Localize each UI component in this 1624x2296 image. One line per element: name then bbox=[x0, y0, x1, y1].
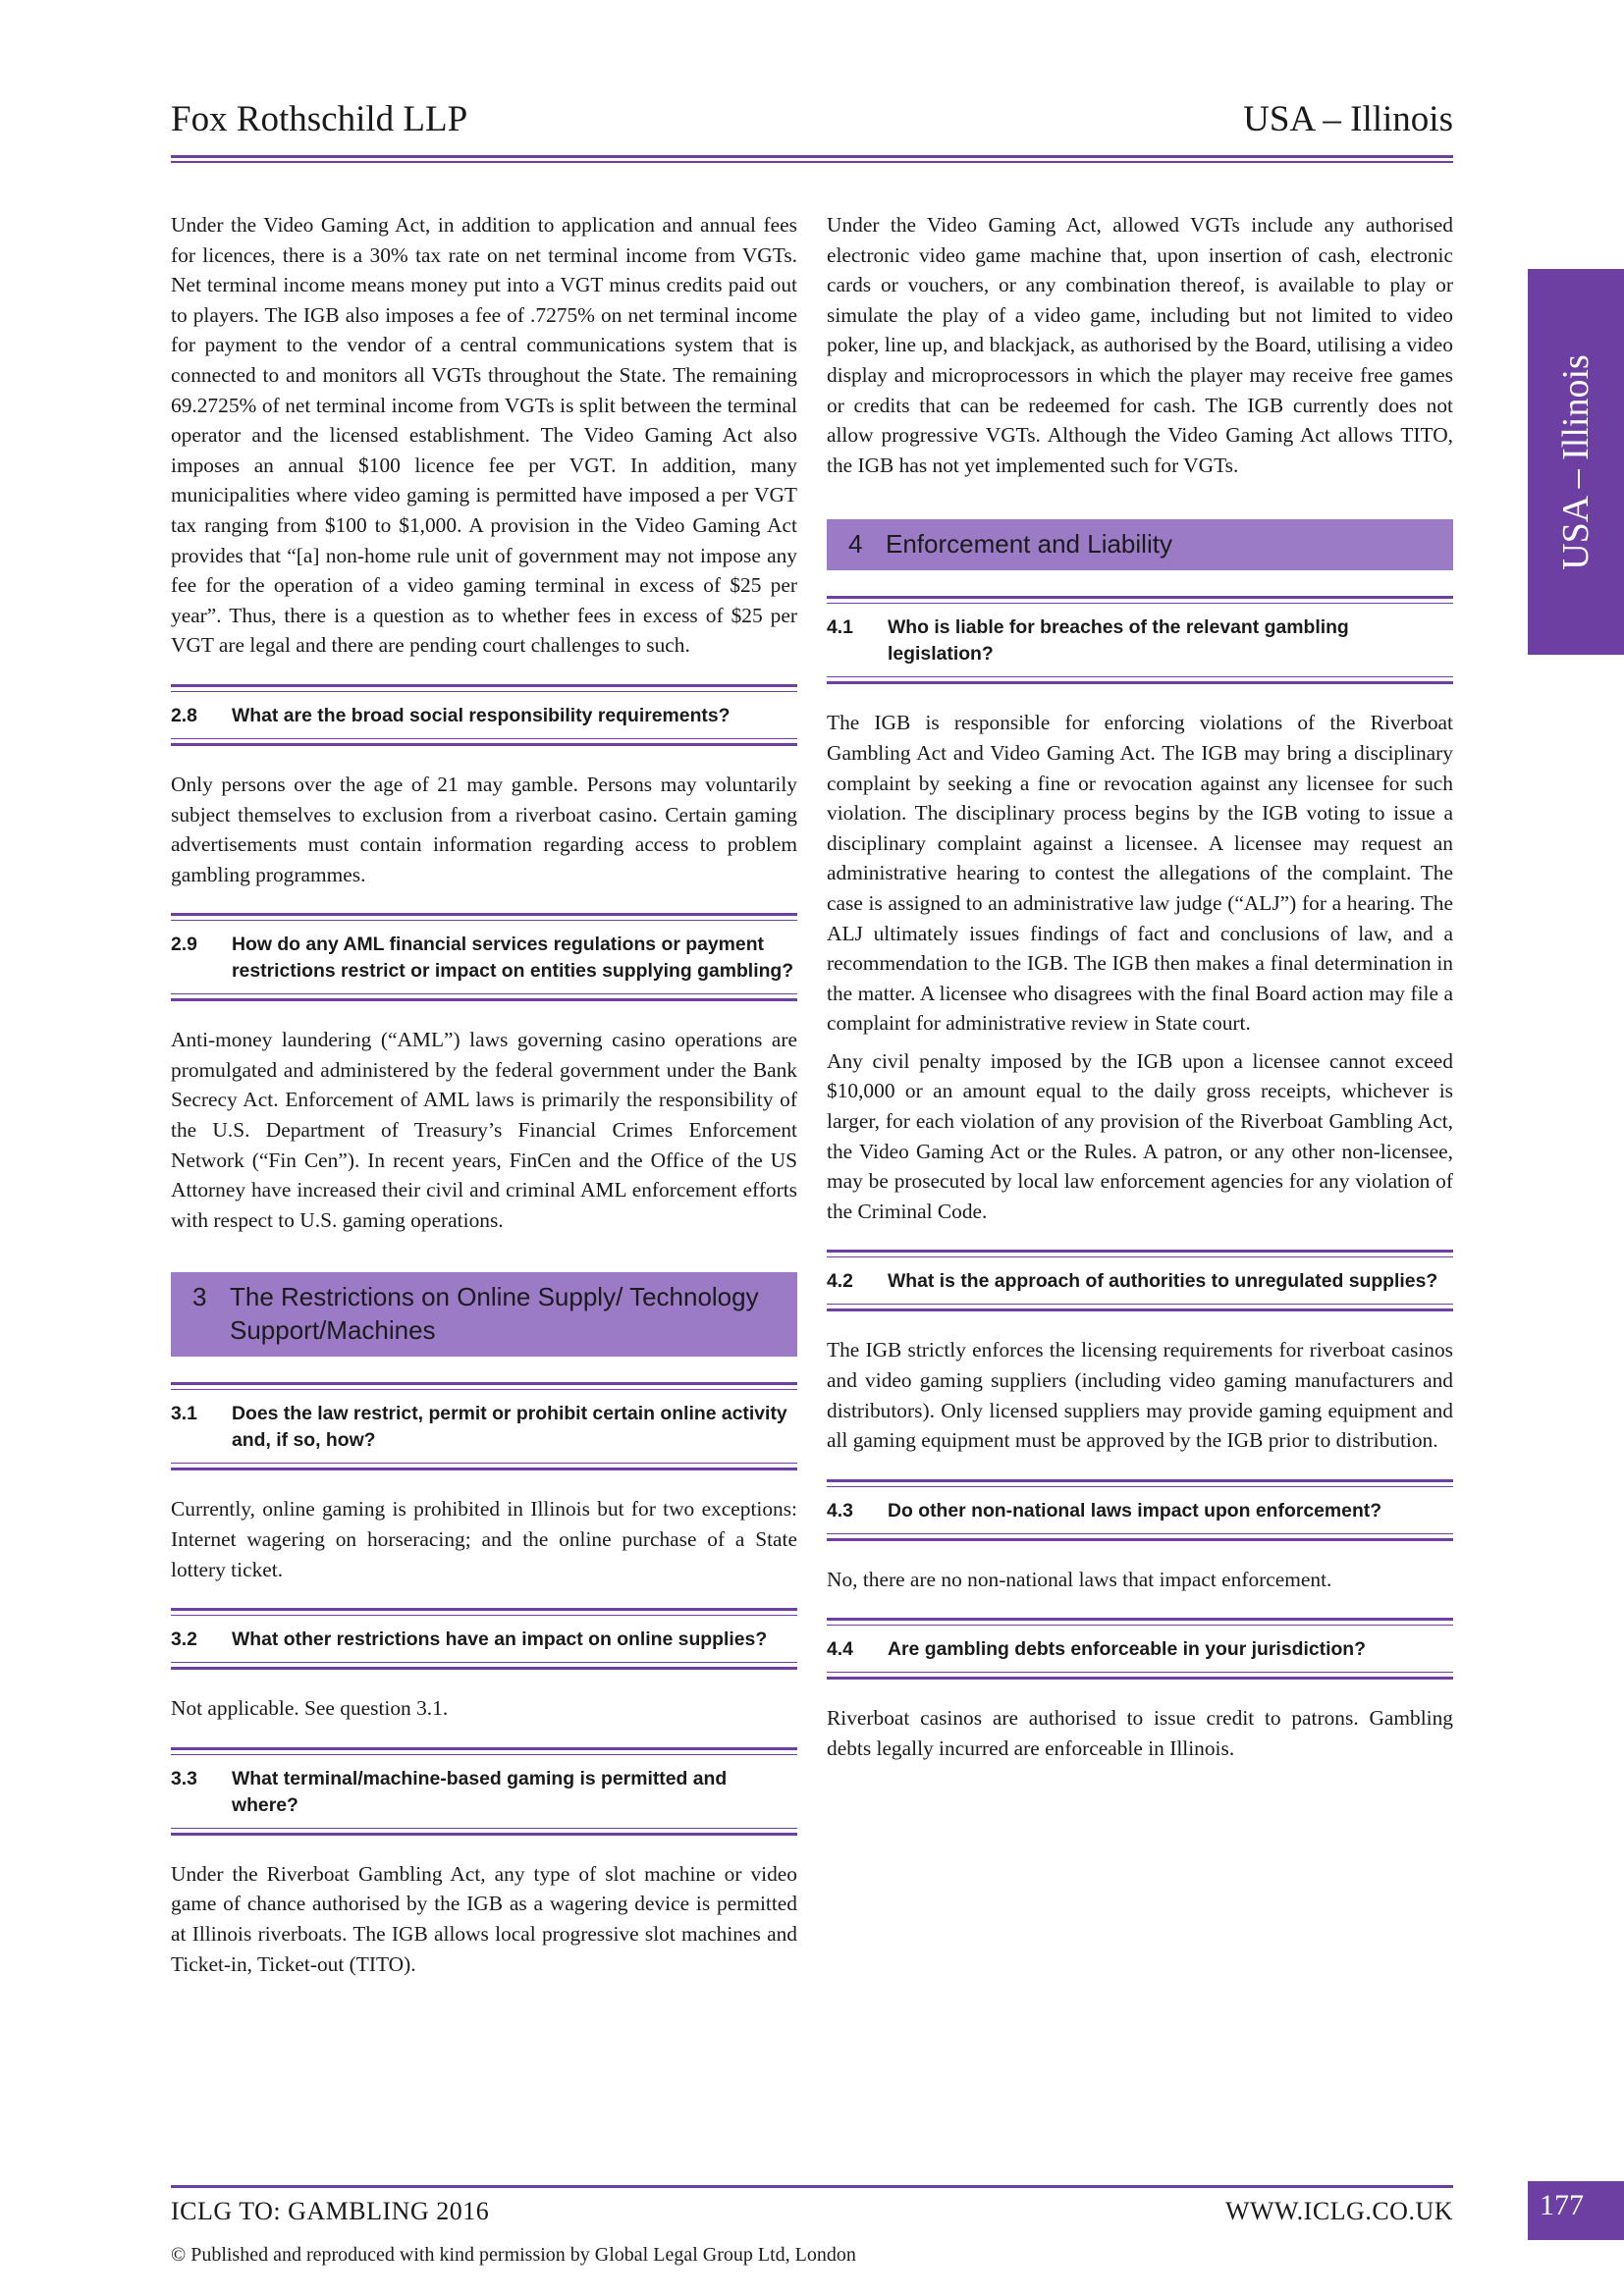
side-tab-label: USA – Illinois bbox=[1555, 353, 1597, 570]
footer-rule bbox=[171, 2185, 1453, 2188]
question-4-1 bbox=[827, 596, 1453, 684]
question-number: 3.1 bbox=[171, 1403, 197, 1425]
question-3-3 bbox=[171, 1747, 797, 1836]
left-column bbox=[171, 210, 797, 1979]
paragraph: Under the Video Gaming Act, allowed VGTs include any authorised electronic video game machine that, upon insertion of cash, electronic cards or vouchers, or any combination thereof, is available to play or simulate the play of a video game, including but not limited to video poker, line up, and blackjack, as authorised by the Board, utilising a video display and microprocessors in which the player may receive free games or credits that can be redeemed for cash. The IGB currently does not allow progressive VGTs. Although the Video Gaming Act allows TITO, the IGB has not yet implemented such for VGTs. bbox=[827, 213, 1453, 477]
section-number: 3 bbox=[192, 1282, 207, 1312]
question-number: 4.2 bbox=[827, 1270, 853, 1293]
question-number: 4.4 bbox=[827, 1638, 853, 1661]
question-2-9 bbox=[171, 913, 797, 1001]
question-4-2 bbox=[827, 1250, 1453, 1311]
header-firm-name: Fox Rothschild LLP bbox=[171, 99, 468, 139]
header-jurisdiction: USA – Illinois bbox=[1243, 99, 1453, 139]
question-number: 2.9 bbox=[171, 934, 197, 956]
right-column bbox=[827, 210, 1453, 1764]
side-tab bbox=[1528, 269, 1624, 655]
paragraph: Any civil penalty imposed by the IGB upon a licensee cannot exceed $10,000 or an amount equal to the daily gross receipts, whichever is larger, for each violation of any provision of the Riverboat Gambling Act, the Video Gaming Act or the Rules. A patron, or any other non-licensee, may be prosecuted by local law enforcement agencies for any violation of the Criminal Code. bbox=[827, 1048, 1453, 1223]
question-2-8 bbox=[171, 684, 797, 746]
section-title: Enforcement and Liability bbox=[886, 529, 1172, 560]
paragraph: Under the Riverboat Gambling Act, any type of slot machine or video game of chance authorised by the IGB as a wagering device is permitted at Illinois riverboats. The IGB allows local progressive slot machines and Ticket-in, Ticket-out (TITO). bbox=[171, 1861, 797, 1976]
question-text: Do other non-national laws impact upon enforcement? bbox=[888, 1499, 1382, 1522]
question-text: What is the approach of authorities to unregulated supplies? bbox=[888, 1270, 1438, 1293]
paragraph: Anti-money laundering (“AML”) laws governing casino operations are promulgated and administered by the federal government under the Bank Secrecy Act. Enforcement of AML laws is primarily the responsibility of the U.S. Department of Treasury’s Financial Crimes Enforcement Network (“Fin Cen”). In recent years, FinCen and the Office of the US Attorney have increased their civil and criminal AML enforcement efforts with respect to U.S. gaming operations. bbox=[171, 1028, 797, 1232]
question-3-1 bbox=[171, 1382, 797, 1470]
section-heading-4 bbox=[827, 519, 1453, 570]
footer-copyright: © Published and reproduced with kind permission by Global Legal Group Ltd, London bbox=[171, 2244, 856, 2266]
question-text: Does the law restrict, permit or prohibit certain online activity and, if so, how? bbox=[232, 1403, 787, 1452]
question-number: 3.3 bbox=[171, 1767, 197, 1789]
question-text: How do any AML financial services regulations or payment restrictions restrict or impact on entities supplying gambling? bbox=[232, 934, 794, 983]
page-number: 177 bbox=[1528, 2181, 1624, 2240]
question-4-4 bbox=[827, 1618, 1453, 1680]
section-number: 4 bbox=[848, 529, 863, 560]
section-heading-3 bbox=[171, 1272, 797, 1357]
paragraph: The IGB is responsible for enforcing violations of the Riverboat Gambling Act and Video Gaming Act. The IGB may bring a disciplinary complaint by seeking a fine or revocation against any licensee for such violation. The disciplinary process begins by the IGB voting to issue a disciplinary complaint against a licensee. A licensee may request an administrative hearing to contest the allegations of the complaint. The case is assigned to an administrative law judge (“ALJ”) for a hearing. The ALJ ultimately issues findings of fact and conclusions of law, and a recommendation to the IGB. The IGB then makes a final determination in the matter. A licensee who disagrees with the final Board action may file a complaint for administrative review in State court. bbox=[827, 711, 1453, 1036]
question-text: Who is liable for breaches of the relevant gambling legislation? bbox=[888, 616, 1349, 666]
footer-publication: ICLG TO: GAMBLING 2016 bbox=[171, 2197, 490, 2225]
paragraph: No, there are no non-national laws that impact enforcement. bbox=[827, 1567, 1332, 1591]
question-4-3 bbox=[827, 1479, 1453, 1541]
section-title: The Restrictions on Online Supply/ Technology Support/Machines bbox=[230, 1282, 759, 1346]
question-text: Are gambling debts enforceable in your jurisdiction? bbox=[888, 1638, 1366, 1661]
question-text: What are the broad social responsibility requirements? bbox=[232, 704, 731, 726]
paragraph: Not applicable. See question 3.1. bbox=[171, 1696, 449, 1721]
question-number: 3.2 bbox=[171, 1629, 197, 1651]
paragraph: Only persons over the age of 21 may gamble. Persons may voluntarily subject themselves to exclusion from a riverboat casino. Certain gaming advertisements must contain information regarding access to problem gambling programmes. bbox=[171, 772, 797, 886]
question-number: 4.1 bbox=[827, 616, 853, 639]
question-3-2 bbox=[171, 1608, 797, 1670]
paragraph: Currently, online gaming is prohibited in Illinois but for two exceptions: Internet wagering on horseracing; and the online purchase of a State lottery ticket. bbox=[171, 1497, 797, 1581]
footer-website[interactable]: WWW.ICLG.CO.UK bbox=[1224, 2197, 1453, 2225]
paragraph: Under the Video Gaming Act, in addition to application and annual fees for licences, there is a 30% tax rate on net terminal income from VGTs. Net terminal income means money put into a VGT minus credits paid out to players. The IGB also imposes a fee of .7275% on net terminal income for payment to the vendor of a central communications system that is connected to and monitors all VGTs throughout the State. The remaining 69.2725% of net terminal income from VGTs is split between the terminal operator and the licensed establishment. The Video Gaming Act also imposes an annual $100 licence fee per VGT. In addition, many municipalities where video gaming is permitted have imposed a per VGT tax ranging from $100 to $1,000. A provision in the Video Gaming Act provides that “[a] non-home rule unit of government may not impose any fee for the operation of a video gaming terminal in excess of $25 per year”. Thus, there is a question as to whether fees in excess of $25 per VGT are legal and there are pending court challenges to such. bbox=[171, 213, 797, 658]
question-number: 4.3 bbox=[827, 1499, 853, 1522]
question-number: 2.8 bbox=[171, 704, 197, 726]
header-rule bbox=[171, 155, 1453, 163]
paragraph: The IGB strictly enforces the licensing requirements for riverboat casinos and video gaming suppliers (including video gaming manufacturers and distributors). Only licensed suppliers may provide gaming equipment and all gaming equipment must be approved by the IGB prior to distribution. bbox=[827, 1338, 1453, 1453]
question-text: What terminal/machine-based gaming is permitted and where? bbox=[232, 1767, 728, 1816]
paragraph: Riverboat casinos are authorised to issue credit to patrons. Gambling debts legally incurred are enforceable in Illinois. bbox=[827, 1706, 1453, 1760]
question-text: What other restrictions have an impact on online supplies? bbox=[232, 1629, 768, 1651]
